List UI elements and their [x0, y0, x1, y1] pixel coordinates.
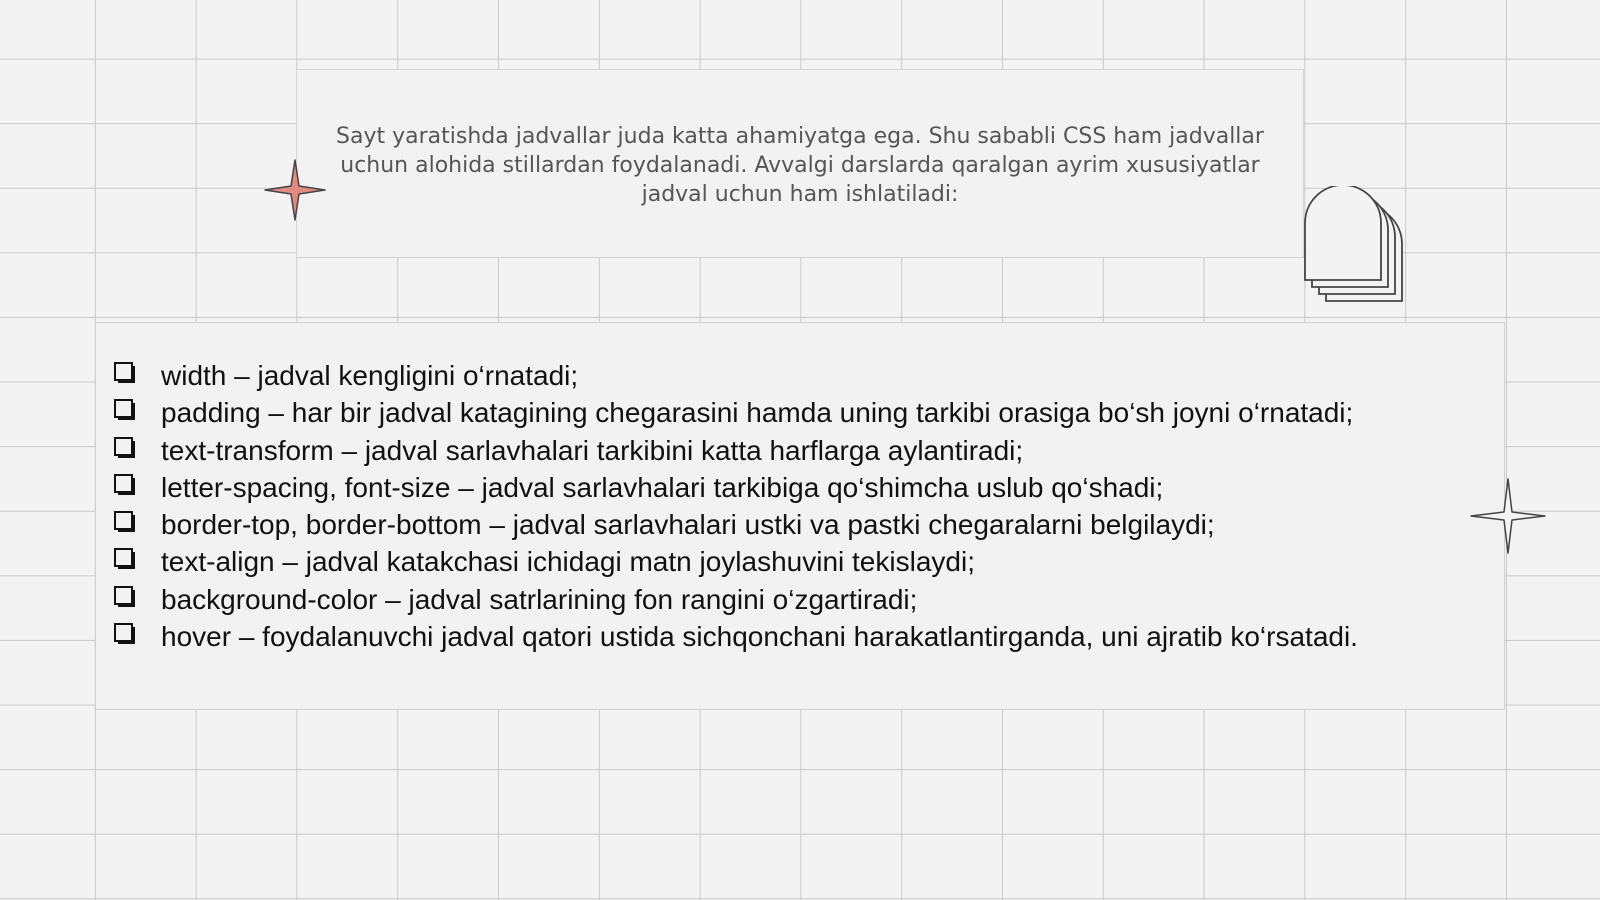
list-item-text: letter-spacing, font-size – jadval sarlavhalari tarkibiga qo‘shimcha uslub qo‘shadi;	[161, 471, 1164, 503]
list-item	[113, 469, 1493, 506]
list-item-text: text-align – jadval katakchasi ichidagi matn joylashuvini tekislaydi;	[161, 546, 975, 578]
intro-card	[296, 69, 1304, 258]
list-item	[113, 581, 1493, 618]
checkbox-square-icon	[113, 398, 137, 422]
list-item	[113, 432, 1493, 469]
checkbox-square-icon	[113, 436, 137, 460]
checkbox-square-icon	[113, 473, 137, 497]
checkbox-square-icon	[113, 510, 137, 534]
checkbox-square-icon	[113, 585, 137, 609]
list-item	[113, 543, 1493, 580]
stacked-arch-icon	[1300, 186, 1410, 306]
checkbox-square-icon	[113, 622, 137, 646]
list-item	[113, 394, 1493, 431]
list-item-text: padding – har bir jadval katagining chegarasini hamda uning tarkibi orasiga bo‘sh joyni o‘rnatadi;	[161, 397, 1354, 429]
list-item-text: background-color – jadval satrlarining fon rangini o‘zgartiradi;	[161, 583, 918, 615]
list-item-text: width – jadval kengligini o‘rnatadi;	[161, 360, 579, 391]
list-item	[113, 506, 1493, 543]
properties-list	[113, 357, 1493, 655]
checkbox-square-icon	[113, 361, 137, 385]
four-point-star-outline-icon	[1469, 477, 1547, 555]
list-item-text: border-top, border-bottom – jadval sarlavhalari ustki va pastki chegaralarni belgilaydi;	[161, 509, 1215, 541]
four-point-star-icon	[263, 158, 327, 222]
list-item-text: hover – foydalanuvchi jadval qatori ustida sichqonchani harakatlantirganda, uni ajratib ko‘rsatadi.	[161, 621, 1358, 653]
properties-card	[95, 322, 1505, 710]
intro-text: Sayt yaratishda jadvallar juda katta ahamiyatga ega. Shu sababli CSS ham jadvallar uchun alohida stillardan foydalanadi. Avvalgi darslarda qaralgan ayrim xususiyatlar jadval uchun ham ishlatiladi:	[336, 124, 1264, 207]
checkbox-square-icon	[113, 547, 137, 571]
list-item	[113, 618, 1493, 655]
list-item	[113, 357, 1493, 394]
list-item-text: text-transform – jadval sarlavhalari tarkibini katta harflarga aylantiradi;	[161, 434, 1024, 466]
